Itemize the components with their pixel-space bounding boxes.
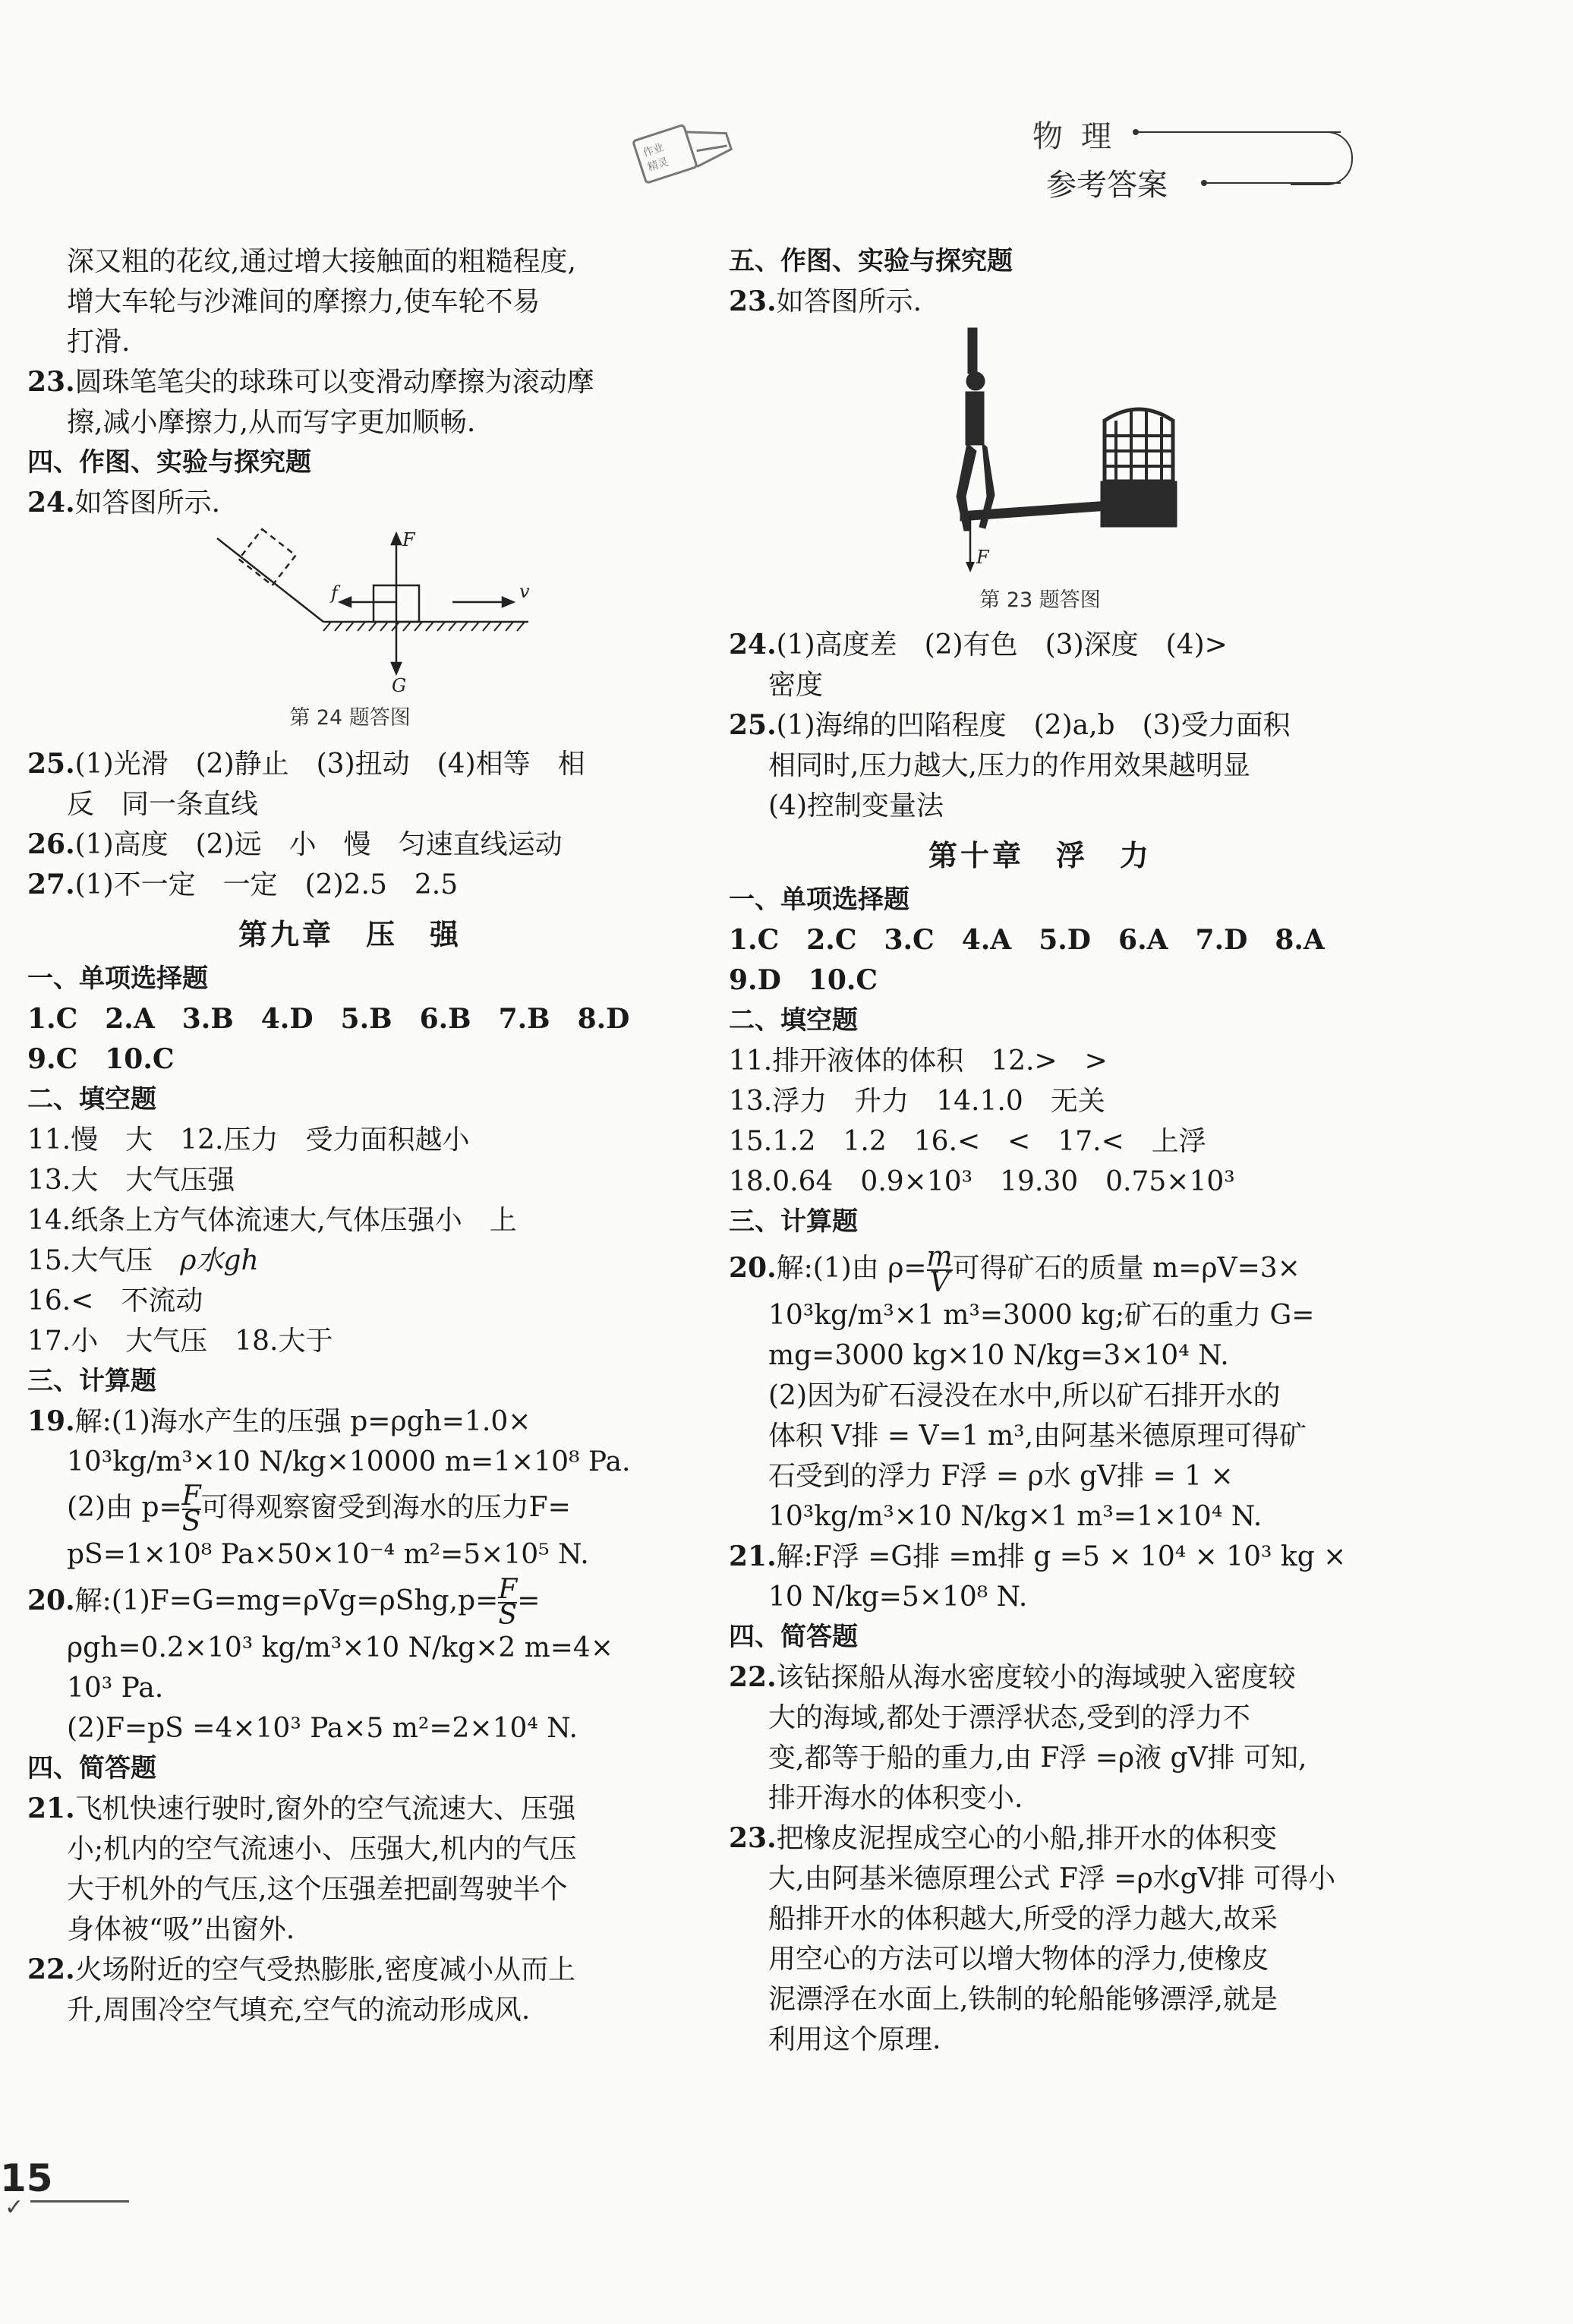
question-24: 24.如答图所示.	[27, 487, 221, 519]
answer-line: 1.C 2.C 3.C 4.A 5.D 6.A 7.D 8.A	[729, 924, 1325, 956]
text-line: 打滑.	[67, 326, 131, 358]
section-title: 参考答案	[1046, 168, 1168, 203]
figure-24	[27, 523, 673, 698]
question-27: 27.(1)不一定 一定 (2)2.5 2.5	[27, 869, 459, 900]
fraction: $\frac{m}{V}$	[926, 1241, 953, 1298]
answer-line: 13.大 大气压强	[27, 1165, 235, 1196]
left-column	[27, 241, 673, 2030]
section-heading: 三、计算题	[27, 1366, 156, 1396]
question-19: 19.解:(1)海水产生的压强 p=ρgh=1.0×	[27, 1405, 531, 1437]
text-line: (2)因为矿石浸没在水中,所以矿石排开水的	[768, 1380, 1281, 1411]
question-20: 20.解:(1)F=G=mg=ρVg=ρShg,p= $\frac{F}{S}$ =	[27, 1574, 541, 1631]
text-line: 大的海域,都处于漂浮状态,受到的浮力不	[768, 1702, 1250, 1733]
header-bracket	[1291, 131, 1353, 185]
subject-title: 物理	[1032, 119, 1130, 154]
text-line: 泥漂浮在水面上,铁制的轮船能够漂浮,就是	[768, 1984, 1278, 2015]
text-line: 反 同一条直线	[67, 789, 259, 820]
text-line: (2)由 p= $\frac{F}{S}$ 可得观察窗受到海水的压力F=	[67, 1480, 571, 1537]
figure-caption: 第 23 题答图	[979, 588, 1101, 612]
text-line: 用空心的方法可以增大物体的浮力,使橡皮	[768, 1944, 1269, 1975]
question-22: 22.该钻探船从海水密度较小的海域驶入密度较	[729, 1661, 1296, 1693]
text-line: pS=1×10⁸ Pa×50×10⁻⁴ m²=5×10⁵ N.	[67, 1539, 589, 1570]
section-heading: 二、填空题	[27, 1084, 156, 1115]
answer-line: 15.大气压 ρ水gh	[27, 1245, 259, 1276]
question-23: 23.圆珠笔笔尖的球珠可以变滑动摩擦为滚动摩	[27, 366, 594, 398]
figure-23	[729, 322, 1351, 580]
page-number: 15	[0, 2156, 53, 2200]
text-line: 大,由阿基米德原理公式 F浮 =ρ水gV排 可得小	[768, 1863, 1336, 1894]
answer-line: 11.慢 大 12.压力 受力面积越小	[27, 1124, 470, 1156]
right-column	[729, 241, 1351, 2060]
text-line: 增大车轮与沙滩间的摩擦力,使车轮不易	[67, 286, 541, 317]
label-F: F	[976, 547, 989, 568]
text-line: (4)控制变量法	[768, 790, 944, 821]
question-24: 24.(1)高度差 (2)有色 (3)深度 (4)>	[729, 629, 1228, 661]
section-heading: 四、简答题	[729, 1622, 858, 1652]
text-line: 变,都等于船的重力,由 F浮 =ρ液 gV排 可知,	[768, 1742, 1307, 1774]
section-heading: 一、单项选择题	[27, 963, 208, 994]
answer-line: 11.排开液体的体积 12.> >	[729, 1045, 1108, 1077]
section-heading: 一、单项选择题	[729, 885, 909, 915]
label-F: F	[402, 529, 415, 550]
question-25: 25.(1)海绵的凹陷程度 (2)a,b (3)受力面积	[729, 709, 1291, 741]
text-line: 密度	[768, 670, 824, 701]
question-23: 23.如答图所示.	[729, 285, 922, 317]
svg-text:精灵: 精灵	[646, 156, 670, 175]
header-dot	[1201, 180, 1207, 186]
answer-line: 18.0.64 0.9×10³ 19.30 0.75×10³	[729, 1166, 1235, 1197]
figure-caption: 第 24 题答图	[289, 706, 411, 730]
text-line: mg=3000 kg×10 N/kg=3×10⁴ N.	[768, 1340, 1229, 1371]
answer-line: 1.C 2.A 3.B 4.D 5.B 6.B 7.B 8.D	[27, 1003, 630, 1035]
text-line: 擦,减小摩擦力,从而写字更加顺畅.	[67, 407, 476, 438]
label-G: G	[392, 675, 407, 696]
text-line: 10³kg/m³×10 N/kg×1 m³=1×10⁴ N.	[768, 1501, 1262, 1532]
text-line: (2)F=pS =4×10³ Pa×5 m²=2×10⁴ N.	[67, 1713, 578, 1744]
text-line: 石受到的浮力 F浮 = ρ水 gV排 = 1 ×	[768, 1461, 1234, 1492]
text-line: 船排开水的体积越大,所受的浮力越大,故采	[768, 1903, 1278, 1935]
svg-text:作业: 作业	[641, 141, 666, 160]
header-rule-lower	[1204, 182, 1341, 184]
text-line: 体积 V排 = V=1 m³,由阿基米德原理可得矿	[768, 1421, 1307, 1452]
answer-line: 17.小 大气压 18.大于	[27, 1326, 333, 1357]
text-line: 升,周围冷空气填充,空气的流动形成风.	[67, 1994, 531, 2026]
section-heading: 二、填空题	[729, 1005, 858, 1036]
incline-force-diagram	[27, 523, 673, 698]
header-dot	[1133, 129, 1139, 135]
answer-line: 13.浮力 升力 14.1.0 无关	[729, 1086, 1105, 1117]
text-line: 10 N/kg=5×10⁸ N.	[768, 1581, 1028, 1613]
text-line: ρgh=0.2×10³ kg/m³×10 N/kg×2 m=4×	[67, 1632, 613, 1663]
chapter-title: 第十章 浮 力	[928, 838, 1152, 872]
text-line: 10³kg/m³×10 N/kg×10000 m=1×10⁸ Pa.	[67, 1446, 631, 1477]
question-20: 20.解:(1)由 ρ= $\frac{m}{V}$ 可得矿石的质量 m=ρV=3×	[729, 1241, 1300, 1298]
text-line: 小;机内的空气流速小、压强大,机内的气压	[67, 1834, 577, 1865]
question-23b: 23.把橡皮泥捏成空心的小船,排开水的体积变	[729, 1822, 1278, 1854]
question-22: 22.火场附近的空气受热膨胀,密度减小从而上	[27, 1953, 576, 1985]
logo-stamp	[623, 111, 744, 187]
section-heading: 四、简答题	[27, 1753, 156, 1783]
answer-line: 9.D 10.C	[729, 964, 878, 996]
text-line: 深又粗的花纹,通过增大接触面的粗糙程度,	[67, 246, 576, 277]
fraction: $\frac{F}{S}$	[498, 1574, 518, 1631]
text-line: 10³ Pa.	[67, 1673, 164, 1704]
fraction: $\frac{F}{S}$	[181, 1480, 201, 1537]
question-25: 25.(1)光滑 (2)静止 (3)扭动 (4)相等 相	[27, 748, 585, 780]
chapter-title: 第九章 压 强	[238, 917, 462, 951]
label-f: f	[331, 582, 338, 604]
question-21: 21.解:F浮 =G排 =m排 g =5 × 10⁴ × 10³ kg ×	[729, 1540, 1347, 1572]
section-heading: 五、作图、实验与探究题	[729, 246, 1013, 276]
answer-line: 14.纸条上方气体流速大,气体压强小 上	[27, 1205, 517, 1236]
text-line: 身体被“吸”出窗外.	[67, 1914, 295, 1945]
section-heading: 四、作图、实验与探究题	[27, 447, 311, 478]
text-line: 排开海水的体积变小.	[768, 1783, 1023, 1814]
label-v: v	[519, 581, 530, 602]
text-line: 利用这个原理.	[768, 2024, 941, 2055]
answer-line: 15.1.2 1.2 16.< < 17.< 上浮	[729, 1126, 1206, 1157]
page-number-rule	[30, 2200, 129, 2203]
text-line: 大于机外的气压,这个压强差把副驾驶半个	[67, 1874, 568, 1905]
question-26: 26.(1)高度 (2)远 小 慢 匀速直线运动	[27, 828, 563, 860]
check-icon: ✓	[5, 2194, 24, 2221]
text-line: 10³kg/m³×1 m³=3000 kg;矿石的重力 G=	[768, 1300, 1315, 1331]
question-21: 21.飞机快速行驶时,窗外的空气流速大、压强	[27, 1793, 576, 1824]
answer-line: 16.< 不流动	[27, 1285, 203, 1317]
text-line: 相同时,压力越大,压力的作用效果越明显	[768, 750, 1250, 781]
diving-board-diagram	[729, 322, 1351, 580]
section-heading: 三、计算题	[729, 1206, 858, 1237]
answer-line: 9.C 10.C	[27, 1043, 175, 1075]
